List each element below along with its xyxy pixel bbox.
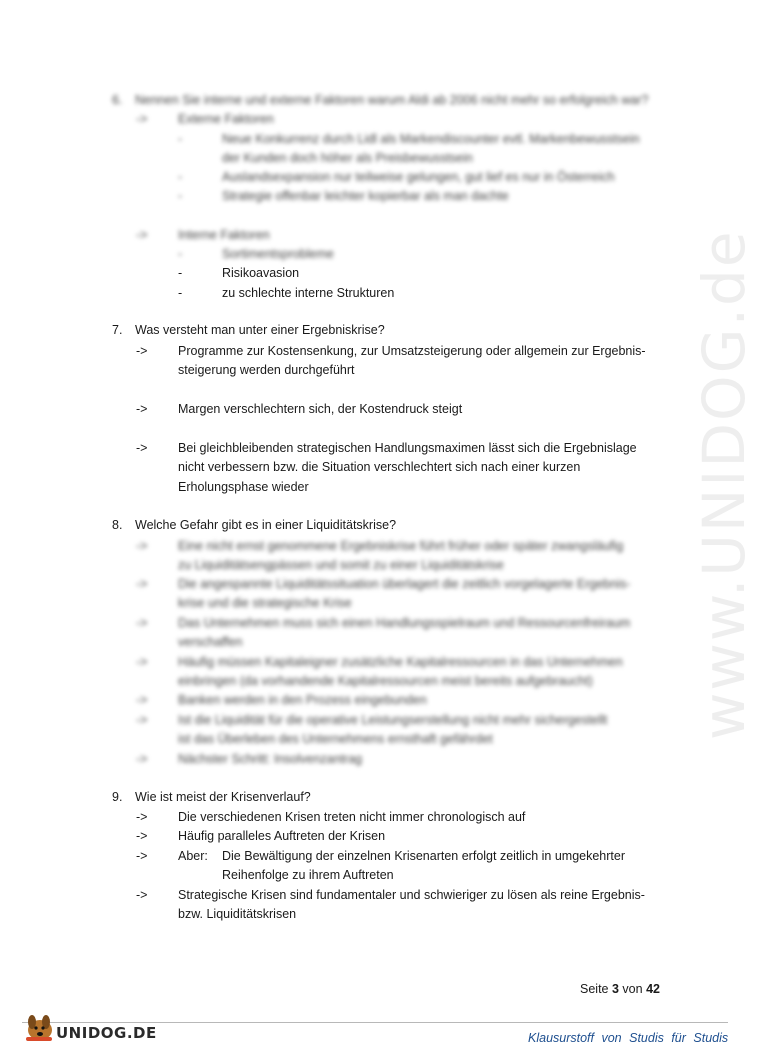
q8-arrow-3: -> [136, 616, 148, 630]
q6-question: Nennen Sie interne und externe Faktoren warum Aldi ab 2006 nicht mehr so erfolgreich war? [135, 93, 649, 107]
q6-ext-dash-2: - [178, 170, 183, 184]
q6-int-dash-3: - [178, 286, 183, 300]
footer-slogan: Klausurstoff von Studis für Studis [528, 1031, 729, 1045]
q8-item-3-line-2: verschaffen [178, 635, 243, 649]
q8-item-2-line-2: krise und die strategische Krise [178, 596, 352, 610]
q6-arrow-internal: -> [136, 228, 148, 242]
q9-number: 9. [112, 790, 123, 804]
q9-arrow-1: -> [136, 810, 148, 824]
q7-number: 7. [112, 323, 123, 337]
q8-item-1-line-2: zu Liquiditätsengpässen und somit zu einer Liquiditätskrise [178, 558, 504, 572]
q8-arrow-7: -> [136, 752, 148, 766]
q6-arrow-external: -> [136, 112, 148, 126]
q9-arrow-3: -> [136, 849, 148, 863]
q7-arrow-1: -> [136, 344, 148, 358]
q6-ext-item-1-line-2: der Kunden doch höher als Preisbewusstsein [222, 151, 473, 165]
q8-item-1-line-1: Eine nicht ernst genommene Ergebniskrise führt früher oder später zwangsläufig [178, 539, 624, 553]
q6-external-heading: Externe Faktoren [178, 112, 274, 126]
q7-item-1-line-2: steigerung werden durchgeführt [178, 363, 355, 377]
q8-item-7: Nächster Schritt: Insolvenzantrag [178, 752, 363, 766]
logo-text: UNIDOG.DE [56, 1024, 157, 1042]
q9-item-4-line-2: bzw. Liquiditätskrisen [178, 907, 297, 921]
q6-int-item-2: Risikoavasion [222, 266, 300, 280]
q8-arrow-6: -> [136, 713, 148, 727]
q6-number: 6. [112, 93, 123, 107]
q8-question: Welche Gefahr gibt es in einer Liquiditätskrise? [135, 518, 397, 532]
q7-question: Was versteht man unter einer Ergebniskrise? [135, 323, 385, 337]
q6-ext-dash-1: - [178, 132, 183, 146]
page-prefix: Seite [580, 982, 609, 996]
q9-item-4-line-1: Strategische Krisen sind fundamentaler und schwieriger zu lösen als reine Ergebnis- [178, 888, 645, 902]
q6-int-dash-2: - [178, 266, 183, 280]
q6-int-item-1: Sortimentsprobleme [222, 247, 334, 261]
q9-item-1: Die verschiedenen Krisen treten nicht immer chronologisch auf [178, 810, 526, 824]
q6-ext-item-2: Auslandsexpansion nur teilweise gelungen, gut lief es nur in Österreich [222, 170, 615, 184]
q8-item-2-line-1: Die angespannte Liquiditätssituation überlagert die zeitlich vorgelagerte Ergebnis- [178, 577, 631, 591]
q7-item-1-line-1: Programme zur Kostensenkung, zur Umsatzsteigerung oder allgemein zur Ergebnis- [178, 344, 646, 358]
q7-item-3-line-3: Erholungsphase wieder [178, 480, 309, 494]
q8-item-6-line-1: Ist die Liquidität für die operative Leistungserstellung nicht mehr sichergestellt [178, 713, 608, 727]
watermark: www.UNIDOG.de [690, 229, 758, 740]
q7-item-3-line-1: Bei gleichbleibenden strategischen Handlungsmaximen lässt sich die Ergebnislage [178, 441, 637, 455]
q8-arrow-5: -> [136, 693, 148, 707]
q6-ext-item-3: Strategie offenbar leichter kopierbar als man dachte [222, 189, 509, 203]
q9-question: Wie ist meist der Krisenverlauf? [135, 790, 311, 804]
q7-arrow-2: -> [136, 402, 148, 416]
q8-item-6-line-2: ist das Überleben des Unternehmens ernsthaft gefährdet [178, 732, 493, 746]
q8-number: 8. [112, 518, 123, 532]
q8-item-4-line-2: einbringen (da vorhandende Kapitalressourcen meist bereits aufgebraucht) [178, 674, 593, 688]
q8-item-4-line-1: Häufig müssen Kapitaleigner zusätzliche Kapitalressourcen in das Unternehmen [178, 655, 623, 669]
page-current: 3 [611, 982, 619, 996]
q7-item-3-line-2: nicht verbessern bzw. die Situation verschlechtert sich nach einer kurzen [178, 460, 581, 474]
page-total: 42 [646, 982, 660, 996]
page-number [580, 982, 660, 996]
q9-item-3-line-1: Die Bewältigung der einzelnen Krisenarten erfolgt zeitlich in umgekehrter [222, 849, 625, 863]
q7-arrow-3: -> [136, 441, 148, 455]
q6-int-item-3: zu schlechte interne Strukturen [222, 286, 395, 300]
q9-item-3-label: Aber: [178, 849, 208, 863]
q8-arrow-1: -> [136, 539, 148, 553]
q6-internal-heading: Interne Faktoren [178, 228, 270, 242]
q9-arrow-2: -> [136, 829, 148, 843]
q8-arrow-2: -> [136, 577, 148, 591]
q8-arrow-4: -> [136, 655, 148, 669]
q9-item-2: Häufig paralleles Auftreten der Krisen [178, 829, 386, 843]
q9-arrow-4: -> [136, 888, 148, 902]
q6-ext-item-1-line-1: Neue Konkurrenz durch Lidl als Markendiscounter evtl. Markenbewusstsein [222, 132, 640, 146]
q7-item-2: Margen verschlechtern sich, der Kostendruck steigt [178, 402, 463, 416]
q8-item-3-line-1: Das Unternehmen muss sich einen Handlungsspielraum und Ressourcenfreiraum [178, 616, 631, 630]
page-mid: von [622, 982, 643, 996]
q8-item-5: Banken werden in den Prozess eingebunden [178, 693, 427, 707]
q6-ext-dash-3: - [178, 189, 183, 203]
q6-int-dash-1: - [178, 247, 183, 261]
q9-item-3-line-2: Reihenfolge zu ihrem Auftreten [222, 868, 394, 882]
